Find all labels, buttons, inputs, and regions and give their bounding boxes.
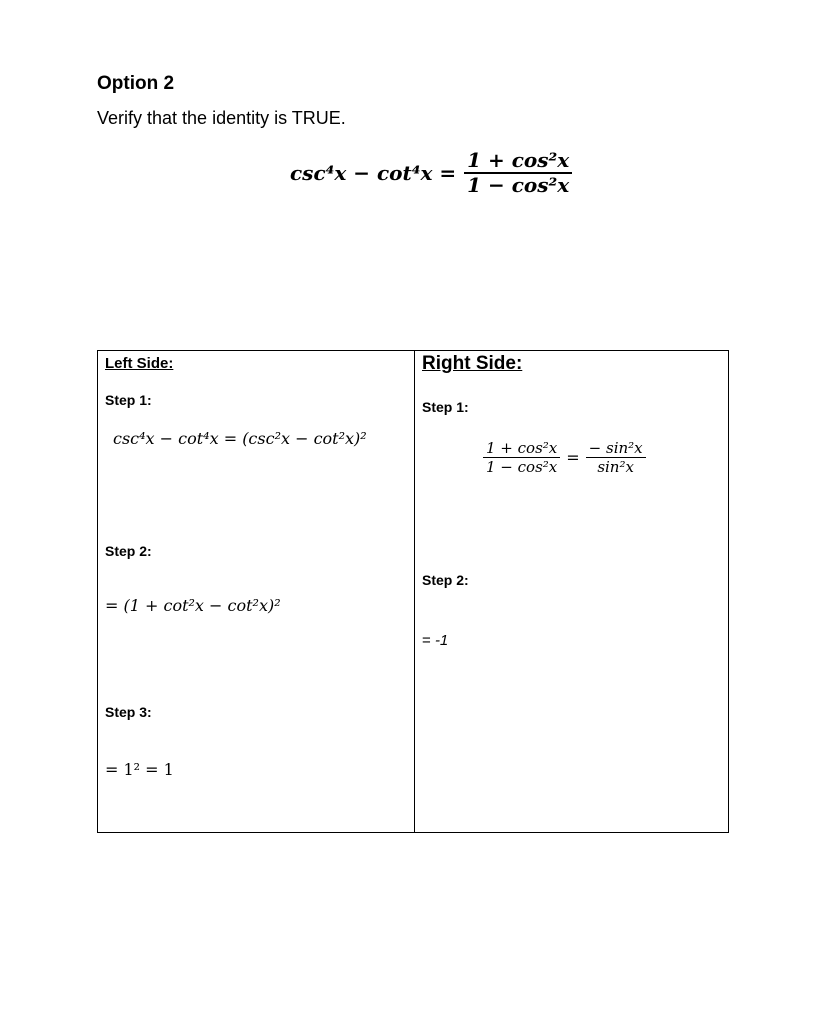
instruction-text: Verify that the identity is TRUE. xyxy=(97,108,346,128)
identity-equation xyxy=(290,143,572,203)
column-divider xyxy=(414,351,415,832)
right-step2-equals: = xyxy=(422,632,431,649)
right-step2-label: Step 2: xyxy=(422,572,469,588)
left-step1-label: Step 1: xyxy=(105,392,152,408)
right-step1-left-fraction xyxy=(483,439,560,476)
left-step3-label: Step 3: xyxy=(105,704,152,720)
identity-numerator: 1 + cos²x xyxy=(464,149,572,174)
right-step1-left-numerator: 1 + cos²x xyxy=(483,439,560,458)
left-step2-expression: = (1 + cot²x − cot²x)² xyxy=(105,596,281,615)
left-step1-expression: csc⁴x − cot⁴x = (csc²x − cot²x)² xyxy=(113,429,367,448)
left-side-header: Left Side: xyxy=(105,355,174,372)
right-step2-expression xyxy=(422,632,448,649)
identity-fraction xyxy=(464,149,572,197)
right-step1-label: Step 1: xyxy=(422,399,469,415)
right-step1-right-fraction xyxy=(586,439,646,476)
right-step1-equation xyxy=(483,439,646,476)
proof-table xyxy=(97,350,729,833)
right-step1-left-denominator: 1 − cos²x xyxy=(486,458,558,476)
page-title: Option 2 xyxy=(97,73,175,94)
right-step1-right-denominator: sin²x xyxy=(597,458,634,476)
right-step1-equals: = xyxy=(566,448,580,467)
identity-lhs: csc⁴x − cot⁴x = xyxy=(290,161,457,185)
identity-denominator: 1 − cos²x xyxy=(467,173,570,197)
right-step1-right-numerator: − sin²x xyxy=(586,439,646,458)
left-step2-label: Step 2: xyxy=(105,543,152,559)
left-step3-expression: = 1² = 1 xyxy=(105,760,174,779)
right-side-header: Right Side: xyxy=(422,353,523,374)
right-step2-value: -1 xyxy=(434,632,449,649)
